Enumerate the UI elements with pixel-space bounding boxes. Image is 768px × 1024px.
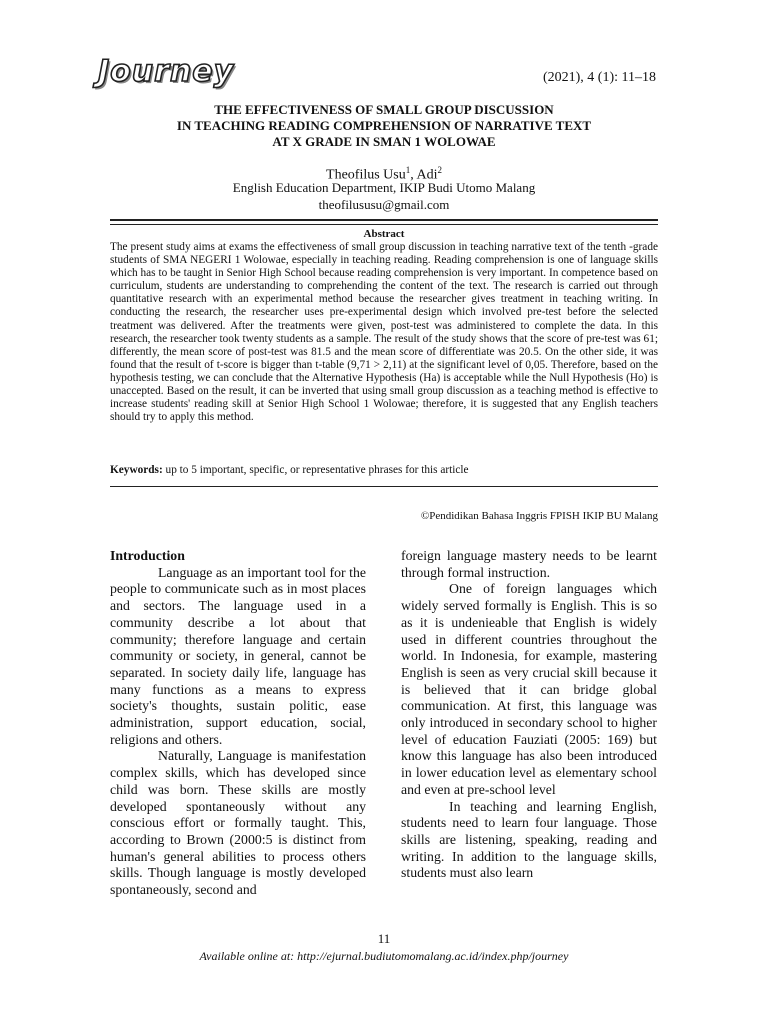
title-line-3: AT X GRADE IN SMAN 1 WOLOWAE [272,134,496,149]
body-column-right [401,548,657,882]
author-1-affil-mark: 1 [405,165,411,175]
keywords-label: Keywords: [110,464,163,476]
section-heading-introduction: Introduction [110,548,185,563]
body-paragraph: foreign language mastery needs to be learnt through formal instruction. [401,548,657,580]
header-divider-thick [110,219,658,221]
abstract-body: The present study aims at exams the effectiveness of small group discussion in teaching narrative text of the tenth -grade students of SMA NEGERI 1 Wolowae, especially in teaching reading. Reading comprehension is one of language skills which has to be taught in Senior High School because reading comprehension is very important. In competence based on curriculum, students are understanding to comprehending the content of the text. The research is carried out through quantitative research with an experimental method because the researcher gives treatment in teaching writing. In conducting the research, the researcher uses pre-experimental design which involved pre-test before the selected treatment was delivered. After the treatments were given, post-test was administered to complete the data. In this research, the researcher took twenty students as a sample. The result of the study shows that the score of pre-test was 61; differently, the mean score of post-test was 81.5 and the mean score of differentiate was 20.5. On the other side, it was found that the result of t-score is bigger than t-table (9,71 > 2,11) at the significant level of 0,05. Therefore, based on the hypothesis testing, we can conclude that the Alternative Hypothesis (Ha) is acceptable while the Null Hypothesis (Ho) is unaccepted. Based on the result, it can be inverted that using small group discussion as a teaching method is effective to increase students' reading skill at Senior High School 1 Wolowae; therefore, it is suggested that any English teachers should try to apply this method. [110,241,658,424]
citation-info: (2021), 4 (1): 11–18 [542,70,656,85]
copyright-notice: ©Pendidikan Bahasa Inggris FPISH IKIP BU Malang [420,510,658,522]
abstract-divider [110,486,658,487]
keywords-text: up to 5 important, specific, or representative phrases for this article [162,464,469,476]
body-paragraph: In teaching and learning English, students need to learn four language. Those skills are listening, speaking, reading and writing. In addition to the language skills, students must also learn [401,798,657,881]
author-email: theofilususu@gmail.com [318,197,450,212]
author-2: Adi [416,167,438,183]
header-divider-thin [110,224,658,225]
author-separator: , [410,167,417,183]
body-paragraph: One of foreign languages which widely served formally is English. This is so as it is undenieable that English is widely used in different countries throughout the world. In Indonesia, for example, mastering English is seen as very crucial skill because it is believed that it can bridge global communication. At first, this language was only introduced in secondary school to higher level of education Fauziati (2005: 169) but know this language has also been introduced in lower education level as elementary school and even at pre-school level [401,581,657,797]
page-number: 11 [377,931,391,946]
author-2-affil-mark: 2 [437,165,442,175]
body-paragraph: Language as an important tool for the people to communicate such as in most places and sectors. The language used in a community describe a lot about that community; therefore language and certain community or society, in general, cannot be separated. In society daily life, language has many functions as a means to express society's thoughts, sustain politic, ease administration, support education, social, religions and others. [110,564,366,747]
article-title [110,102,658,150]
body-paragraph: Naturally, Language is manifestation complex skills, which has developed since child was born. These skills are mostly developed spontaneously without any conscious effort or formally taught. This, according to Brown (2000:5 is distinct from human's general abilities to process others skills. Though language is mostly developed spontaneously, second and [110,748,366,898]
keywords [110,464,658,476]
author-1: Theofilus Usu [326,167,406,183]
body-column-left [110,548,366,899]
footer-url[interactable]: Available online at: http://ejurnal.budiutomomalang.ac.id/index.php/journey [199,949,569,963]
journal-logo: Journey [98,54,235,89]
affiliation: English Education Department, IKIP Budi Utomo Malang [232,180,536,195]
title-line-2: IN TEACHING READING COMPREHENSION OF NARRATIVE TEXT [176,118,592,133]
abstract-heading: Abstract [363,228,405,240]
title-line-1: THE EFFECTIVENESS OF SMALL GROUP DISCUSSION [214,102,554,117]
